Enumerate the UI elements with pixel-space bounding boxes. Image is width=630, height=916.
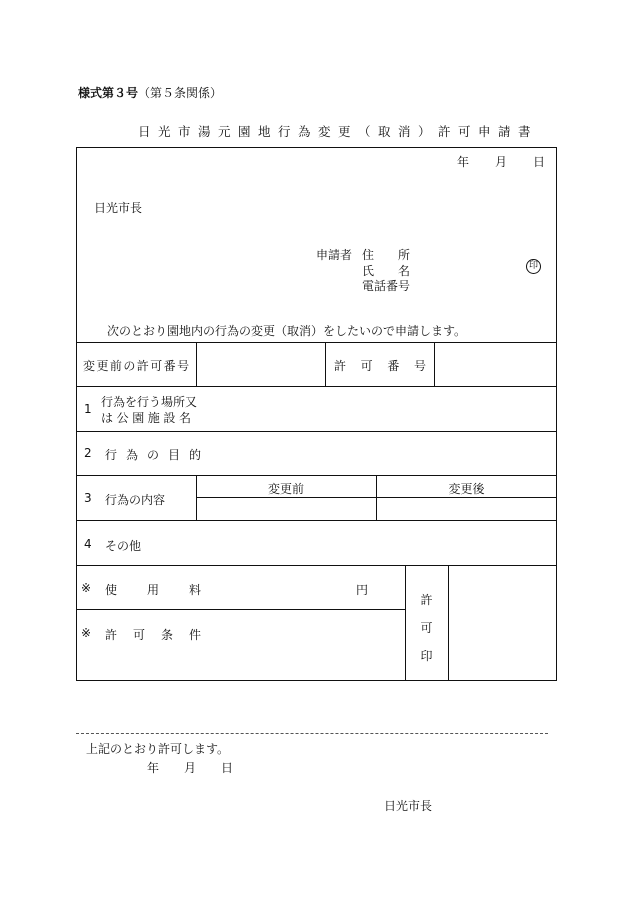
other-field[interactable]: [170, 522, 555, 563]
content-label: 行為の内容: [105, 493, 166, 507]
conditions-mark: ※: [81, 626, 92, 640]
permit-stamp-box[interactable]: [450, 567, 555, 679]
purpose-field[interactable]: [230, 433, 555, 473]
seal-mark: 印: [526, 259, 541, 274]
applicant-label: 申請者: [316, 248, 353, 262]
place-field[interactable]: [230, 388, 555, 429]
other-row-number: 4: [84, 537, 92, 551]
permit-number-label: 許 可 番 号: [334, 359, 426, 373]
cut-line: [76, 733, 548, 734]
phone-label: 電話番号: [362, 279, 411, 293]
name-label: 氏 名: [362, 264, 410, 278]
addressee: 日光市長: [94, 201, 143, 215]
application-statement: 次のとおり園地内の行為の変更（取消）をしたいので申請します。: [107, 324, 467, 338]
purpose-row-number: 2: [84, 446, 92, 460]
document-title: 日光市湯元園地行為変更（取消）許可申請書: [138, 124, 539, 139]
approval-date: 年 月 日: [147, 761, 234, 775]
place-label-line1: 行為を行う場所又: [101, 395, 198, 409]
permit-stamp-label: 許 可 印: [420, 593, 433, 663]
other-label: その他: [105, 539, 142, 553]
approval-statement: 上記のとおり許可します。: [86, 742, 230, 756]
fee-unit: 円: [356, 583, 369, 597]
issuer: 日光市長: [384, 799, 433, 813]
fee-mark: ※: [81, 581, 92, 595]
form-number: 様式第３号（第５条関係）: [78, 86, 223, 100]
purpose-label: 行 為 の 目 的: [105, 448, 201, 462]
place-label-line2: は公園施設名: [101, 411, 195, 425]
content-row-number: 3: [84, 491, 92, 505]
conditions-label: 許 可 条 件: [105, 628, 201, 642]
fee-label: 使 用 料: [105, 583, 201, 597]
place-row-number: 1: [84, 402, 92, 416]
before-change-header: 変更前: [267, 482, 304, 496]
prev-permit-number-label: 変更前の許可番号: [83, 359, 191, 373]
after-change-field[interactable]: [378, 499, 555, 518]
prev-permit-number-field[interactable]: [198, 344, 323, 384]
address-label: 住 所: [362, 248, 410, 262]
permit-number-field[interactable]: [436, 344, 555, 384]
before-change-field[interactable]: [198, 499, 374, 518]
application-date: 年 月 日: [457, 155, 546, 169]
after-change-header: 変更後: [448, 482, 485, 496]
